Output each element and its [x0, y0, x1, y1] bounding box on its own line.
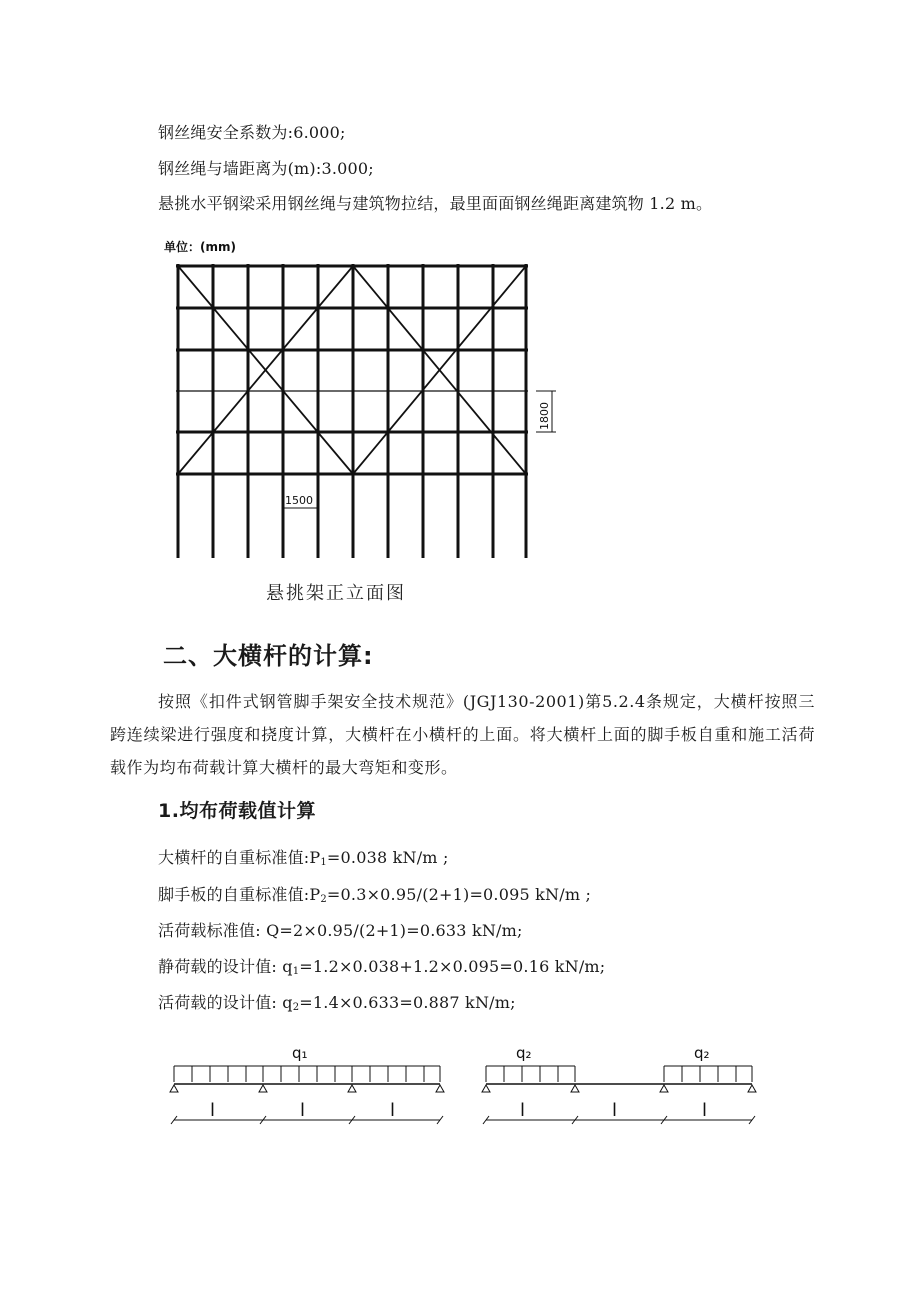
section-title: 二、大横杆的计算:: [163, 642, 374, 670]
span-label: l: [612, 1100, 618, 1121]
load-line-q1: 静荷载的设计值: $q_1=1.2\times 0.038+1.2\times 0.095=0.16$ kN/m;: [158, 957, 606, 977]
subsection-title: 1.均布荷载值计算: [158, 800, 316, 822]
unit-label: 单位：(mm): [164, 240, 236, 254]
right-load-label-1: q₂: [516, 1044, 532, 1062]
left-load-arrows: [174, 1066, 440, 1082]
right-load-arrows: [486, 1066, 752, 1082]
frame-grid: [176, 264, 528, 558]
load-line-q: 活荷载标准值: Q=2×0.95/(2+1)=0.633 kN/m;: [158, 921, 523, 940]
span-label: l: [210, 1100, 216, 1121]
right-load-label-2: q₂: [694, 1044, 710, 1062]
intro-line-safety-factor: 钢丝绳安全系数为:6.000;: [158, 123, 346, 142]
width-dim-label: 1500: [285, 494, 313, 507]
beam-diagrams: [160, 1030, 770, 1140]
span-label: l: [520, 1100, 526, 1121]
load-line-p1: 大横杆的自重标准值$:P_1=0.038$ kN/m ;: [158, 848, 449, 868]
span-label: l: [702, 1100, 708, 1121]
intro-line-anchoring: 悬挑水平钢梁采用钢丝绳与建筑物拉结，最里面面钢丝绳距离建筑物 1.2 m。: [158, 194, 713, 213]
span-label: l: [300, 1100, 306, 1121]
left-supports: [170, 1085, 444, 1092]
body-paragraph: 按照《扣件式钢管脚手架安全技术规范》(JGJ130-2001)第5.2.4条规定，大横杆按照三跨连续梁进行强度和挠度计算，大横杆在小横杆的上面。将大横杆上面的脚手板自重和施工活荷载作为均布荷载计算大横杆的最大弯矩和变形。: [110, 692, 815, 777]
height-dim-label: 1800: [538, 402, 551, 430]
figure-caption: 悬挑架正立面图: [266, 583, 406, 604]
span-label: l: [390, 1100, 396, 1121]
intro-line-wall-distance: 钢丝绳与墙距离为(m):3.000;: [158, 159, 374, 178]
left-load-label: q₁: [292, 1044, 308, 1062]
elevation-drawing: [160, 232, 580, 612]
load-line-q2: 活荷载的设计值: $q_2=1.4\times 0.633=0.887$ kN/m;: [158, 993, 516, 1013]
load-line-p2: 脚手板的自重标准值$:P_2=0.3\times 0.95/(2+1)=0.095$ kN/m ;: [158, 885, 592, 905]
right-supports: [482, 1085, 756, 1092]
